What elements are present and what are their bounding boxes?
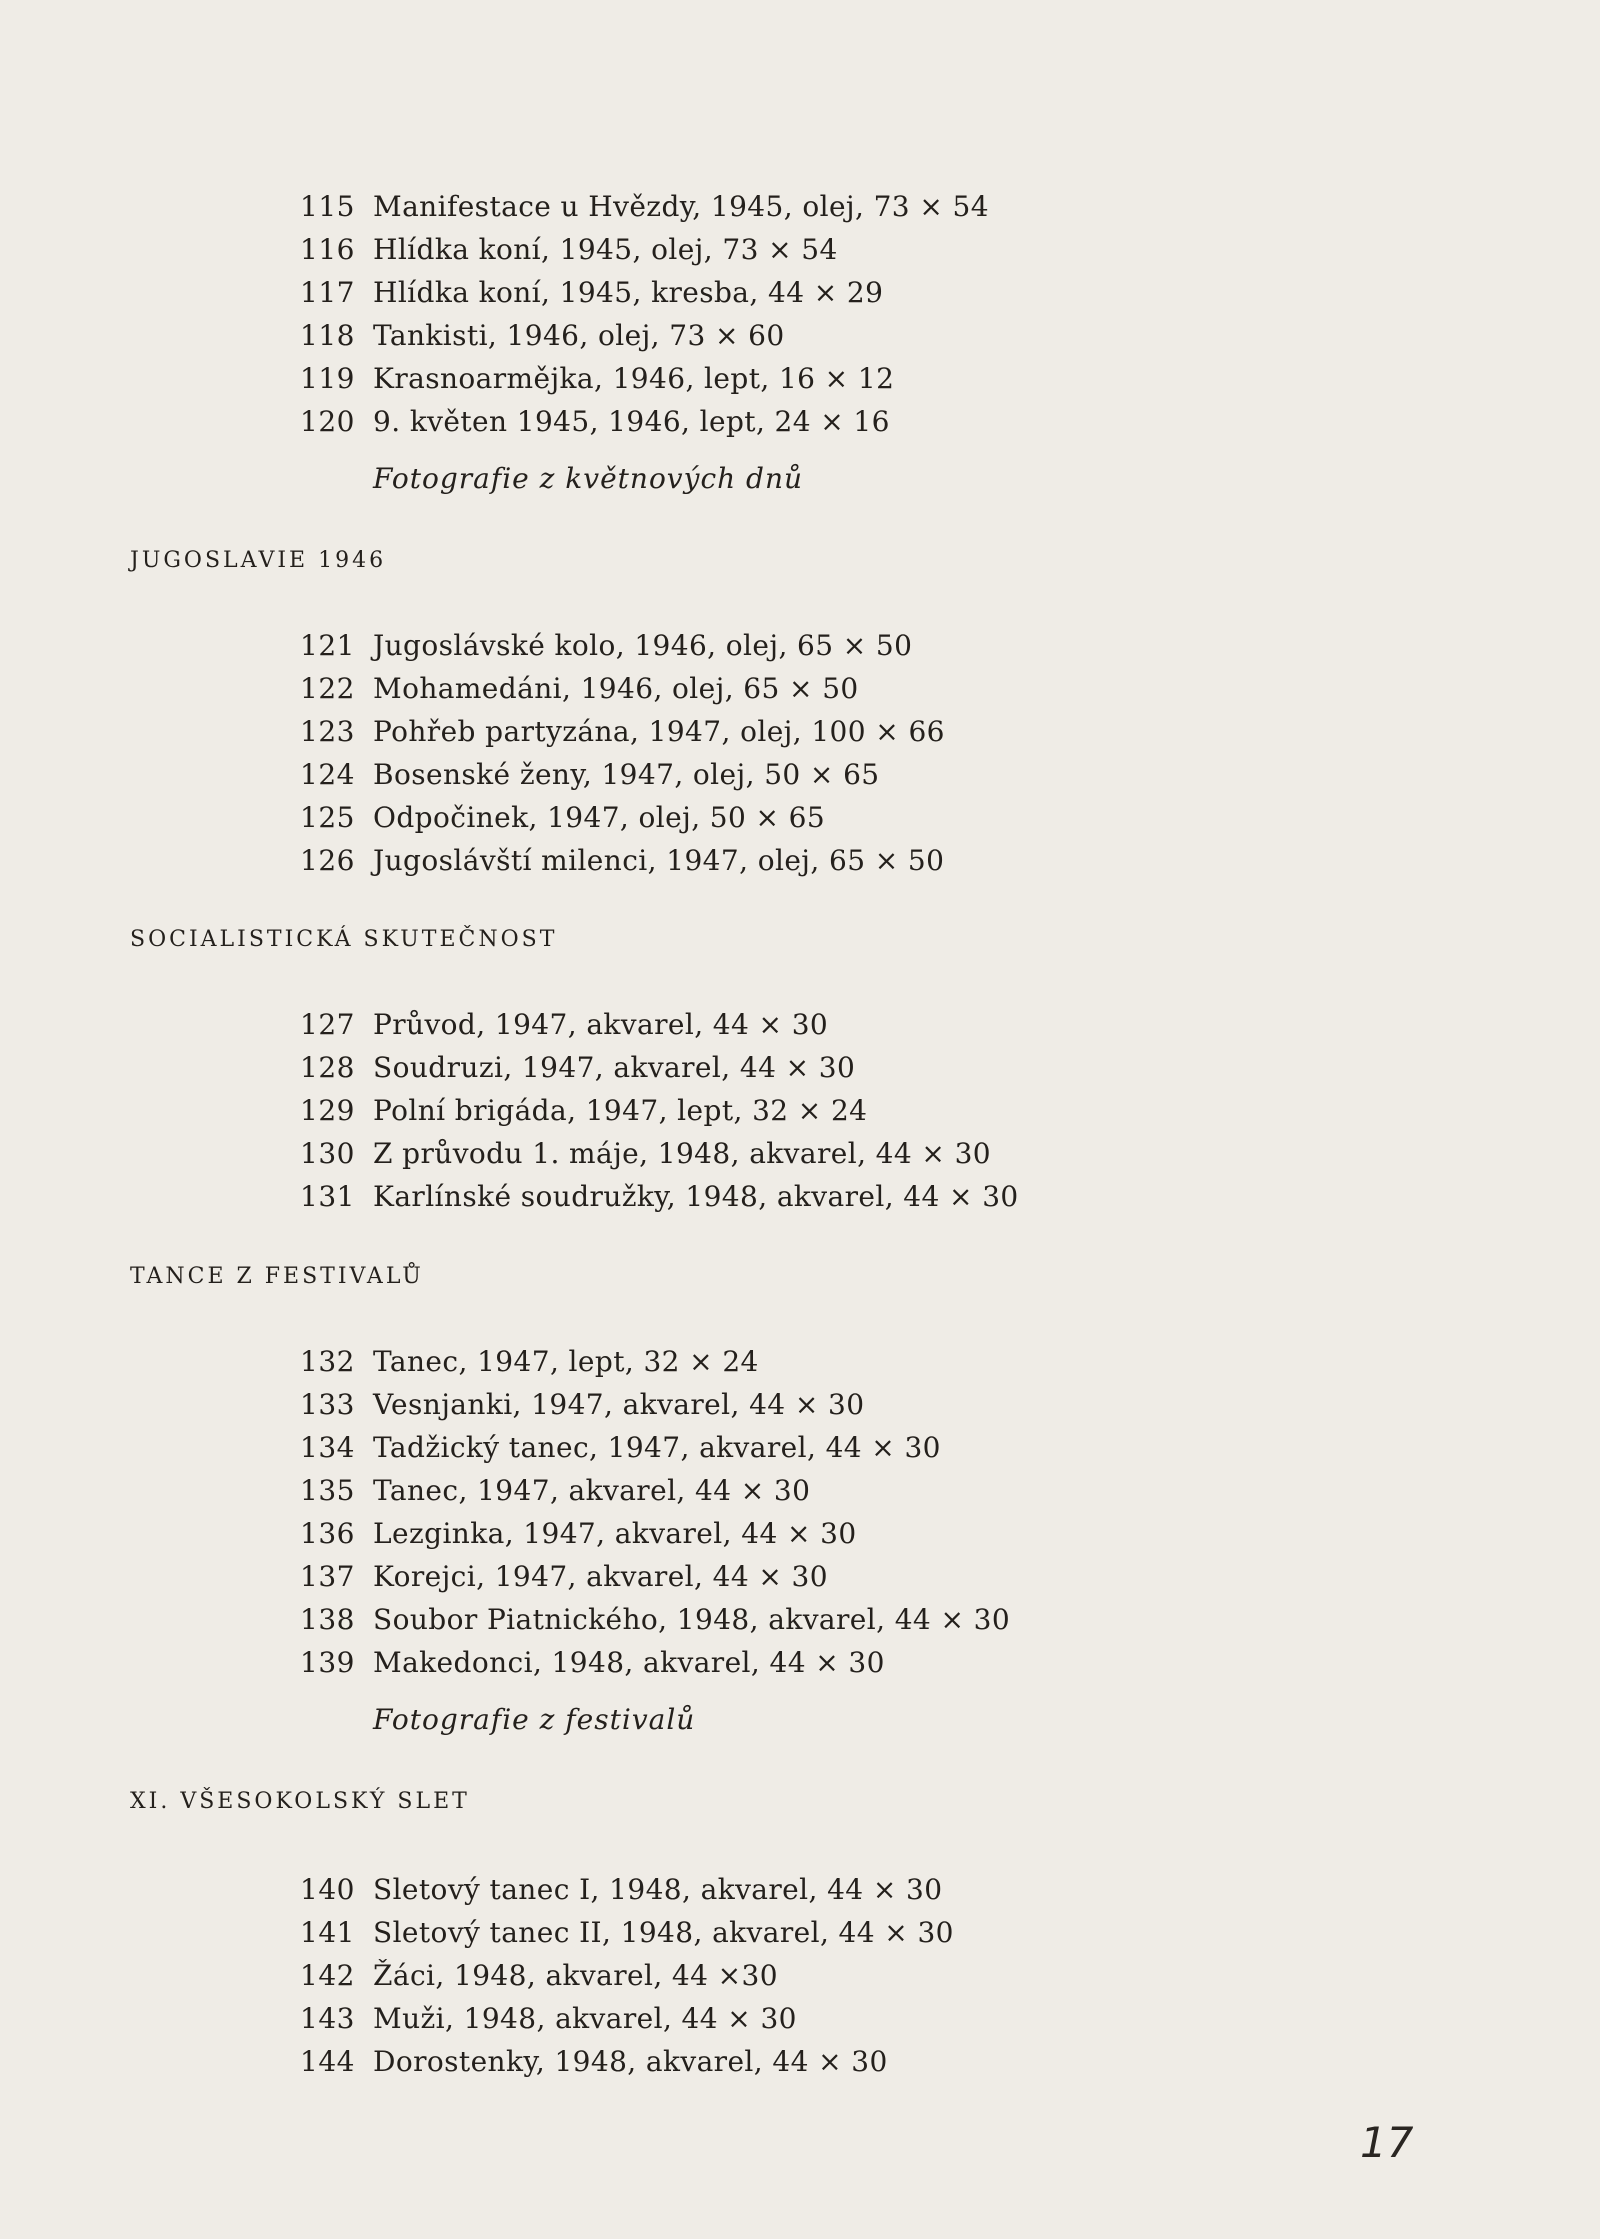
entry-title: Tanec, 1947, lept, 32 × 24 xyxy=(373,1345,759,1378)
catalog-entry xyxy=(0,2042,1300,2082)
catalog-entry xyxy=(0,316,1300,356)
catalog-entry xyxy=(0,669,1300,709)
catalog-entry xyxy=(0,841,1300,881)
photo-note: Fotografie z festivalů xyxy=(373,1703,696,1736)
entry-title: Průvod, 1947, akvarel, 44 × 30 xyxy=(373,1008,829,1041)
catalog-entry xyxy=(0,1600,1300,1640)
entry-number: 119 xyxy=(300,362,355,395)
entry-title: Lezginka, 1947, akvarel, 44 × 30 xyxy=(373,1517,857,1550)
entry-number: 142 xyxy=(300,1959,355,1992)
catalog-entry xyxy=(0,273,1300,313)
catalog-entry xyxy=(0,1557,1300,1597)
entry-number: 141 xyxy=(300,1916,355,1949)
entry-number: 127 xyxy=(300,1008,355,1041)
catalog-entry xyxy=(0,1643,1300,1683)
catalog-entry xyxy=(0,1385,1300,1425)
entry-title: Jugoslávští milenci, 1947, olej, 65 × 50 xyxy=(373,844,945,877)
entry-number: 137 xyxy=(300,1560,355,1593)
catalog-entry xyxy=(0,1091,1300,1131)
entry-title: Vesnjanki, 1947, akvarel, 44 × 30 xyxy=(373,1388,865,1421)
entry-title: Manifestace u Hvězdy, 1945, olej, 73 × 54 xyxy=(373,190,989,223)
section-heading: JUGOSLAVIE 1946 xyxy=(130,548,387,573)
entry-title: Tankisti, 1946, olej, 73 × 60 xyxy=(373,319,785,352)
catalog-entry xyxy=(0,712,1300,752)
entry-title: Sletový tanec I, 1948, akvarel, 44 × 30 xyxy=(373,1873,943,1906)
entry-title: Karlínské soudružky, 1948, akvarel, 44 × 30 xyxy=(373,1180,1019,1213)
entry-number: 138 xyxy=(300,1603,355,1636)
entry-number: 129 xyxy=(300,1094,355,1127)
entry-number: 121 xyxy=(300,629,355,662)
section-heading: TANCE Z FESTIVALŮ xyxy=(130,1264,424,1289)
entry-title: Bosenské ženy, 1947, olej, 50 × 65 xyxy=(373,758,880,791)
catalog-entry xyxy=(0,1913,1300,1953)
entry-number: 143 xyxy=(300,2002,355,2035)
entry-title: Makedonci, 1948, akvarel, 44 × 30 xyxy=(373,1646,885,1679)
entry-title: Polní brigáda, 1947, lept, 32 × 24 xyxy=(373,1094,868,1127)
entry-title: Krasnoarmějka, 1946, lept, 16 × 12 xyxy=(373,362,895,395)
entry-title: Hlídka koní, 1945, kresba, 44 × 29 xyxy=(373,276,884,309)
entry-title: Jugoslávské kolo, 1946, olej, 65 × 50 xyxy=(373,629,913,662)
catalog-entry xyxy=(0,1514,1300,1554)
page-number: 17 xyxy=(1360,2118,1414,2167)
entry-number: 130 xyxy=(300,1137,355,1170)
entry-title: 9. květen 1945, 1946, lept, 24 × 16 xyxy=(373,405,890,438)
entry-number: 132 xyxy=(300,1345,355,1378)
entry-title: Pohřeb partyzána, 1947, olej, 100 × 66 xyxy=(373,715,945,748)
entry-number: 133 xyxy=(300,1388,355,1421)
entry-number: 131 xyxy=(300,1180,355,1213)
entry-number: 120 xyxy=(300,405,355,438)
entry-title: Tadžický tanec, 1947, akvarel, 44 × 30 xyxy=(373,1431,941,1464)
catalog-entry xyxy=(0,402,1300,442)
entry-title: Tanec, 1947, akvarel, 44 × 30 xyxy=(373,1474,811,1507)
photo-note: Fotografie z květnových dnů xyxy=(373,462,804,495)
entry-number: 115 xyxy=(300,190,355,223)
entry-title: Soudruzi, 1947, akvarel, 44 × 30 xyxy=(373,1051,856,1084)
section-heading: SOCIALISTICKÁ SKUTEČNOST xyxy=(130,927,558,952)
entry-title: Z průvodu 1. máje, 1948, akvarel, 44 × 30 xyxy=(373,1137,992,1170)
catalog-entry xyxy=(0,798,1300,838)
entry-number: 134 xyxy=(300,1431,355,1464)
catalog-entry xyxy=(0,1177,1300,1217)
catalog-entry xyxy=(0,1048,1300,1088)
entry-number: 136 xyxy=(300,1517,355,1550)
catalog-entry xyxy=(0,1428,1300,1468)
catalog-entry xyxy=(0,1471,1300,1511)
entry-number: 128 xyxy=(300,1051,355,1084)
entry-number: 123 xyxy=(300,715,355,748)
entry-number: 117 xyxy=(300,276,355,309)
entry-title: Sletový tanec II, 1948, akvarel, 44 × 30 xyxy=(373,1916,954,1949)
catalog-entry xyxy=(0,1005,1300,1045)
entry-number: 135 xyxy=(300,1474,355,1507)
entry-number: 140 xyxy=(300,1873,355,1906)
catalog-entry xyxy=(0,359,1300,399)
catalog-entry xyxy=(0,626,1300,666)
entry-number: 139 xyxy=(300,1646,355,1679)
catalog-entry xyxy=(0,1870,1300,1910)
section-heading: XI. VŠESOKOLSKÝ SLET xyxy=(130,1789,470,1814)
entry-title: Soubor Piatnického, 1948, akvarel, 44 × 30 xyxy=(373,1603,1011,1636)
catalog-entry xyxy=(0,1134,1300,1174)
catalog-entry xyxy=(0,1999,1300,2039)
catalog-entry xyxy=(0,1342,1300,1382)
entry-title: Dorostenky, 1948, akvarel, 44 × 30 xyxy=(373,2045,888,2078)
entry-number: 122 xyxy=(300,672,355,705)
catalog-entry xyxy=(0,230,1300,270)
entry-number: 118 xyxy=(300,319,355,352)
entry-number: 144 xyxy=(300,2045,355,2078)
entry-number: 124 xyxy=(300,758,355,791)
entry-title: Žáci, 1948, akvarel, 44 ×30 xyxy=(373,1959,778,1992)
catalog-entry xyxy=(0,187,1300,227)
entry-number: 126 xyxy=(300,844,355,877)
entry-title: Odpočinek, 1947, olej, 50 × 65 xyxy=(373,801,826,834)
entry-title: Hlídka koní, 1945, olej, 73 × 54 xyxy=(373,233,838,266)
entry-title: Muži, 1948, akvarel, 44 × 30 xyxy=(373,2002,797,2035)
entry-number: 125 xyxy=(300,801,355,834)
entry-title: Korejci, 1947, akvarel, 44 × 30 xyxy=(373,1560,828,1593)
entry-number: 116 xyxy=(300,233,355,266)
catalog-entry xyxy=(0,1956,1300,1996)
entry-title: Mohamedáni, 1946, olej, 65 × 50 xyxy=(373,672,859,705)
catalog-entry xyxy=(0,755,1300,795)
